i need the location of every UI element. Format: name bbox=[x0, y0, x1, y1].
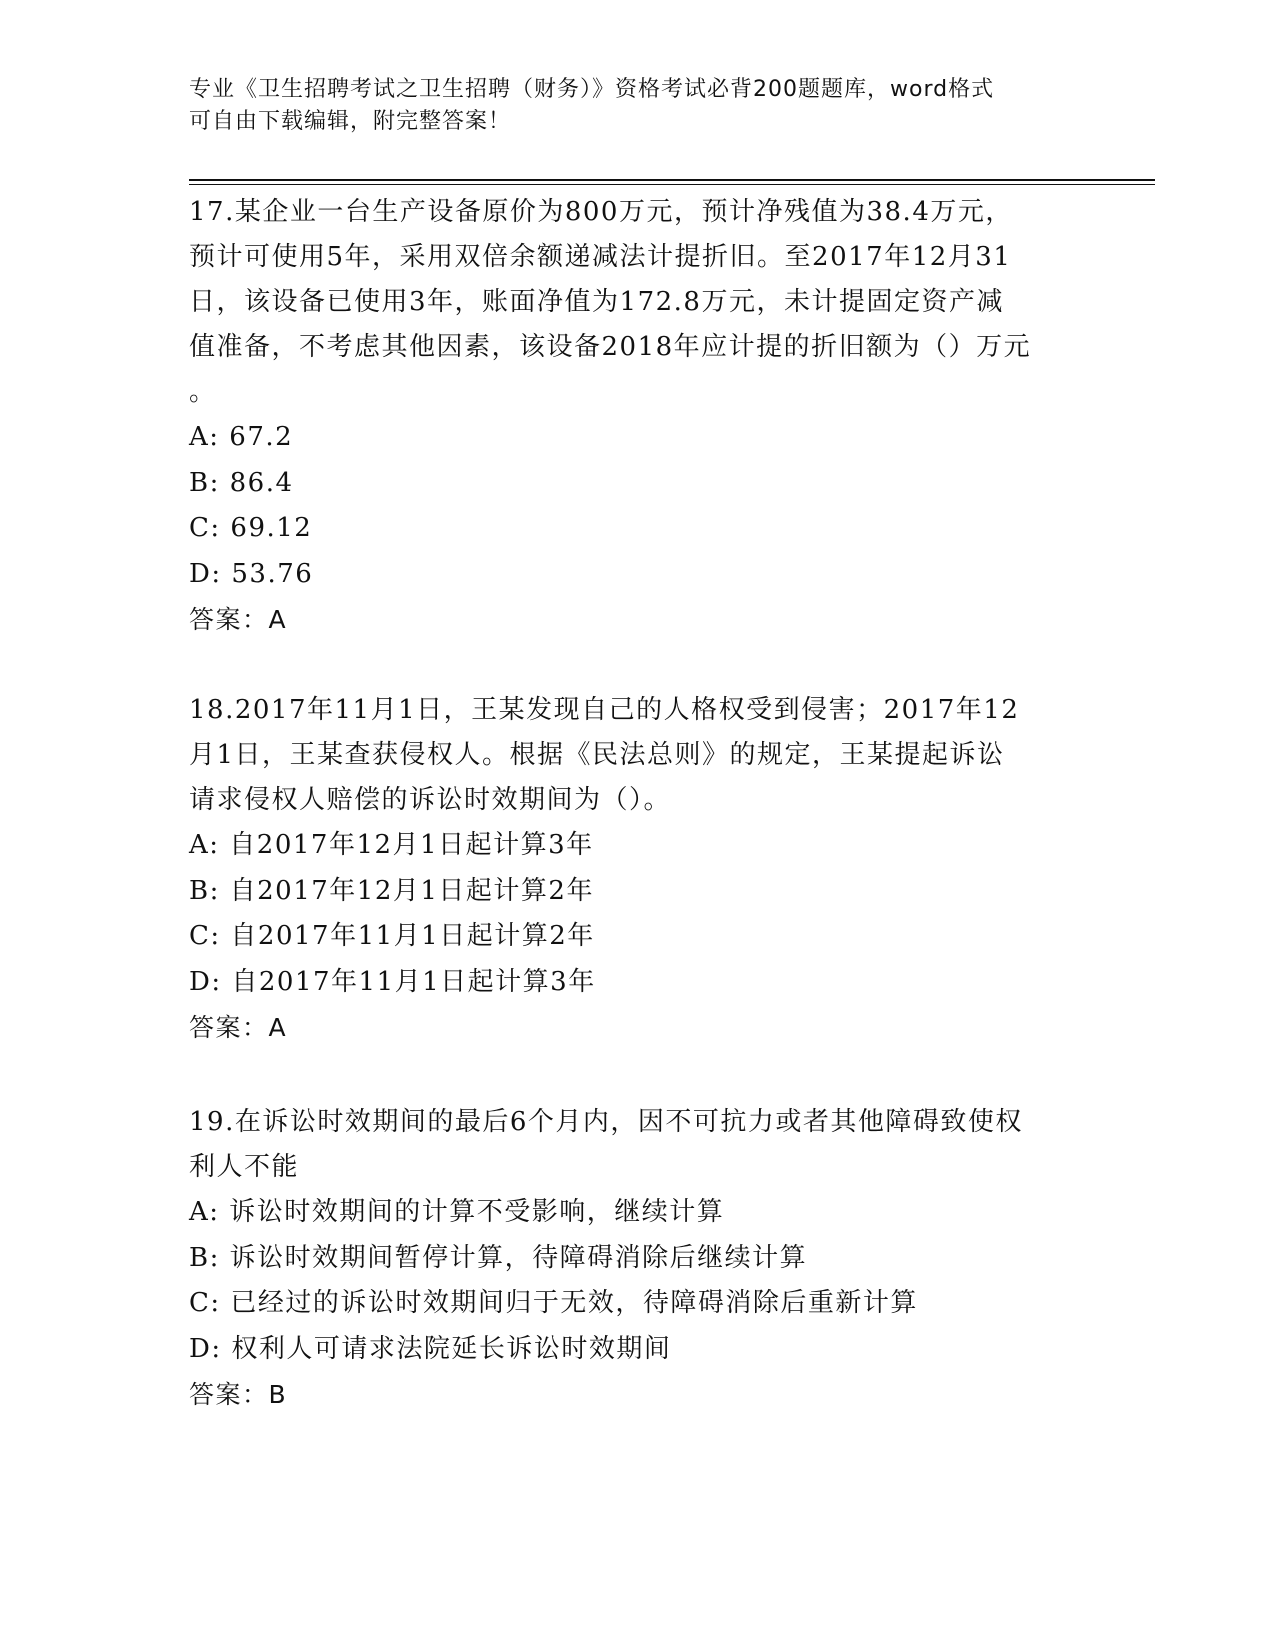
header-divider-thin bbox=[189, 184, 1155, 185]
option-b: B: 86.4 bbox=[189, 467, 294, 498]
question-17 bbox=[189, 190, 1069, 642]
option-c: C: 69.12 bbox=[189, 513, 313, 543]
question-stem-line: 。 bbox=[189, 377, 217, 407]
option-a: A: 诉讼时效期间的计算不受影响，继续计算 bbox=[189, 1197, 725, 1227]
option-d: D: 53.76 bbox=[189, 558, 314, 589]
option-c: C: 已经过的诉讼时效期间归于无效，待障碍消除后重新计算 bbox=[189, 1288, 918, 1318]
question-18 bbox=[189, 688, 1069, 1050]
header-line-1: 专业《卫生招聘考试之卫生招聘（财务）》资格考试必背200题题库，word格式 bbox=[189, 77, 995, 102]
question-stem-line: 利人不能 bbox=[189, 1152, 300, 1182]
question-stem-line: 17.某企业一台生产设备原价为800万元，预计净残值为38.4万元， bbox=[189, 197, 1013, 227]
document-header bbox=[189, 74, 1089, 138]
question-stem-line: 预计可使用5年，采用双倍余额递减法计提折旧。至2017年12月31 bbox=[189, 242, 1012, 272]
question-stem-line: 请求侵权人赔偿的诉讼时效期间为（）。 bbox=[189, 785, 672, 815]
answer-label: 答案：B bbox=[189, 1380, 288, 1409]
question-stem-line: 18.2017年11月1日，王某发现自己的人格权受到侵害；2017年12 bbox=[189, 695, 1020, 725]
option-a: A: 67.2 bbox=[189, 422, 294, 452]
question-stem-line: 日，该设备已使用3年，账面净值为172.8万元，未计提固定资产减 bbox=[189, 287, 1004, 317]
answer-label: 答案：A bbox=[189, 605, 288, 634]
option-d: D: 权利人可请求法院延长诉讼时效期间 bbox=[189, 1333, 672, 1364]
option-a: A: 自2017年12月1日起计算3年 bbox=[189, 830, 594, 860]
option-b: B: 自2017年12月1日起计算2年 bbox=[189, 875, 594, 906]
header-line-2: 可自由下载编辑，附完整答案！ bbox=[189, 109, 512, 134]
question-stem-line: 值准备，不考虑其他因素，该设备2018年应计提的折旧额为（）万元 bbox=[189, 332, 1032, 362]
option-b: B: 诉讼时效期间暂停计算，待障碍消除后继续计算 bbox=[189, 1242, 808, 1273]
header-divider-thick bbox=[189, 179, 1155, 181]
answer-label: 答案：A bbox=[189, 1013, 288, 1042]
question-19 bbox=[189, 1100, 1069, 1417]
option-c: C: 自2017年11月1日起计算2年 bbox=[189, 921, 595, 951]
question-stem-line: 月1日，王某查获侵权人。根据《民法总则》的规定，王某提起诉讼 bbox=[189, 740, 1005, 770]
question-stem-line: 19.在诉讼时效期间的最后6个月内，因不可抗力或者其他障碍致使权 bbox=[189, 1107, 1023, 1137]
option-d: D: 自2017年11月1日起计算3年 bbox=[189, 966, 596, 997]
